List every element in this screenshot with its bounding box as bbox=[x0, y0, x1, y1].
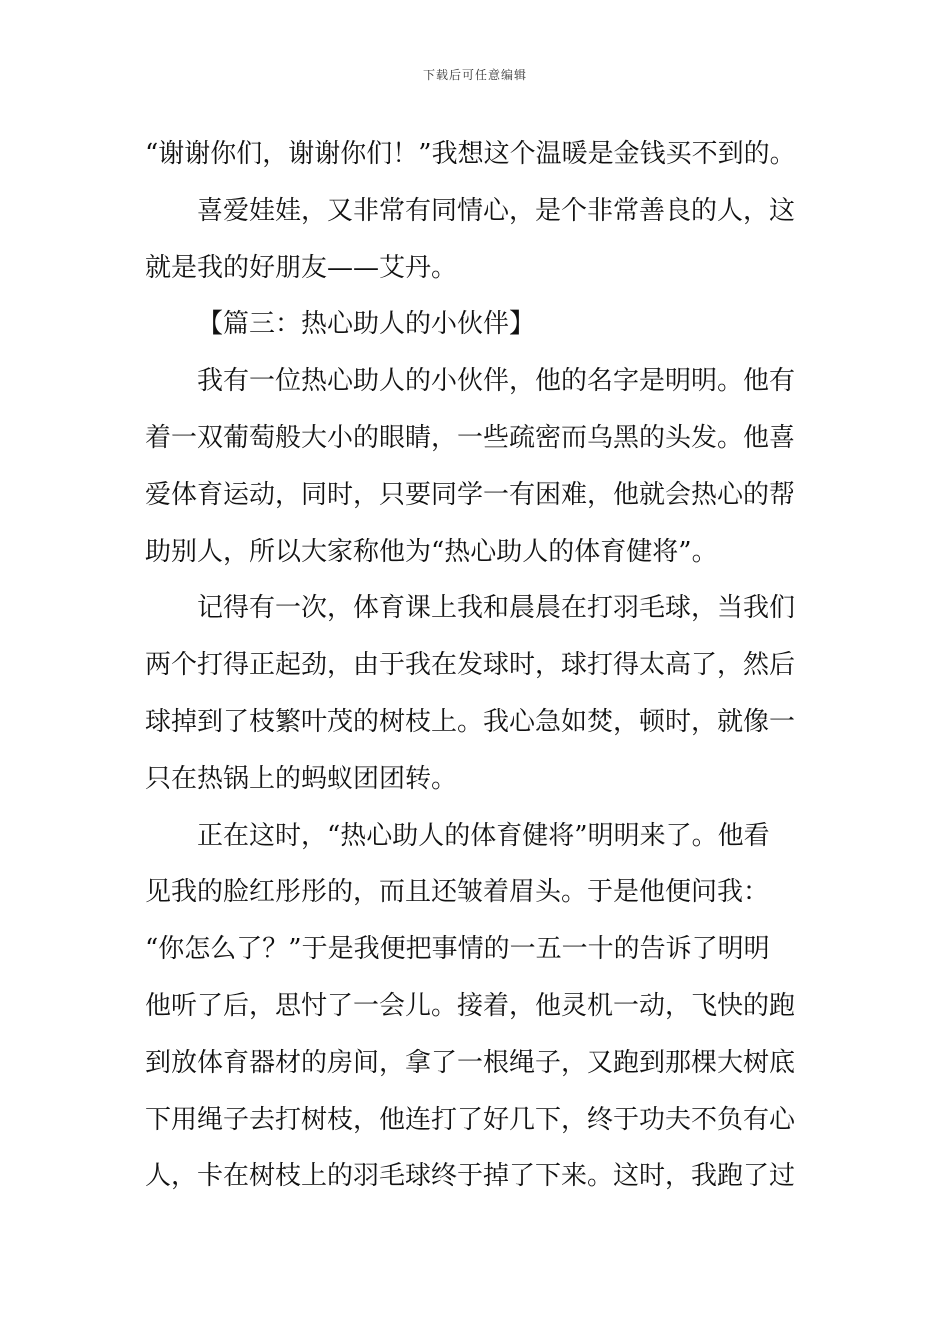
text-line: 正在这时，“热心助人的体育健将”明明来了。他看 bbox=[197, 820, 770, 851]
section-heading: 【篇三：热心助人的小伙伴】 bbox=[197, 309, 536, 340]
text-line: “你怎么了？”于是我便把事情的一五一十的告诉了明明 bbox=[145, 934, 770, 965]
text-line: 着一双葡萄般大小的眼睛，一些疏密而乌黑的头发。他喜 bbox=[145, 422, 796, 453]
text-line: 助别人，所以大家称他为“热心助人的体育健将”。 bbox=[145, 536, 718, 567]
text-line: 喜爱娃娃，又非常有同情心，是个非常善良的人，这 bbox=[197, 195, 796, 226]
text-line: 人，卡在树枝上的羽毛球终于掉了下来。这时，我跑了过 bbox=[145, 1161, 796, 1192]
text-line: 记得有一次，体育课上我和晨晨在打羽毛球，当我们 bbox=[197, 593, 796, 624]
text-line: 爱体育运动，同时，只要同学一有困难，他就会热心的帮 bbox=[145, 479, 796, 510]
text-line: “谢谢你们，谢谢你们！”我想这个温暖是金钱买不到的。 bbox=[145, 139, 796, 169]
text-line: 两个打得正起劲，由于我在发球时，球打得太高了，然后 bbox=[145, 650, 796, 681]
text-line: 球掉到了枝繁叶茂的树枝上。我心急如焚，顿时，就像一 bbox=[145, 706, 796, 737]
text-line: 下用绳子去打树枝，他连打了好几下，终于功夫不负有心 bbox=[145, 1104, 796, 1135]
document-body bbox=[145, 126, 810, 1205]
text-line: 我有一位热心助人的小伙伴，他的名字是明明。他有 bbox=[197, 366, 796, 397]
text-line: 到放体育器材的房间，拿了一根绳子，又跑到那棵大树底 bbox=[145, 1047, 796, 1078]
page-header: 下载后可任意编辑 bbox=[422, 68, 527, 82]
text-line: 就是我的好朋友——艾丹。 bbox=[145, 252, 458, 283]
text-line: 他听了后，思忖了一会儿。接着，他灵机一动，飞快的跑 bbox=[145, 990, 796, 1021]
text-line: 只在热锅上的蚂蚁团团转。 bbox=[145, 763, 458, 794]
text-line: 见我的脸红彤彤的，而且还皱着眉头。于是他便问我： bbox=[145, 877, 770, 908]
